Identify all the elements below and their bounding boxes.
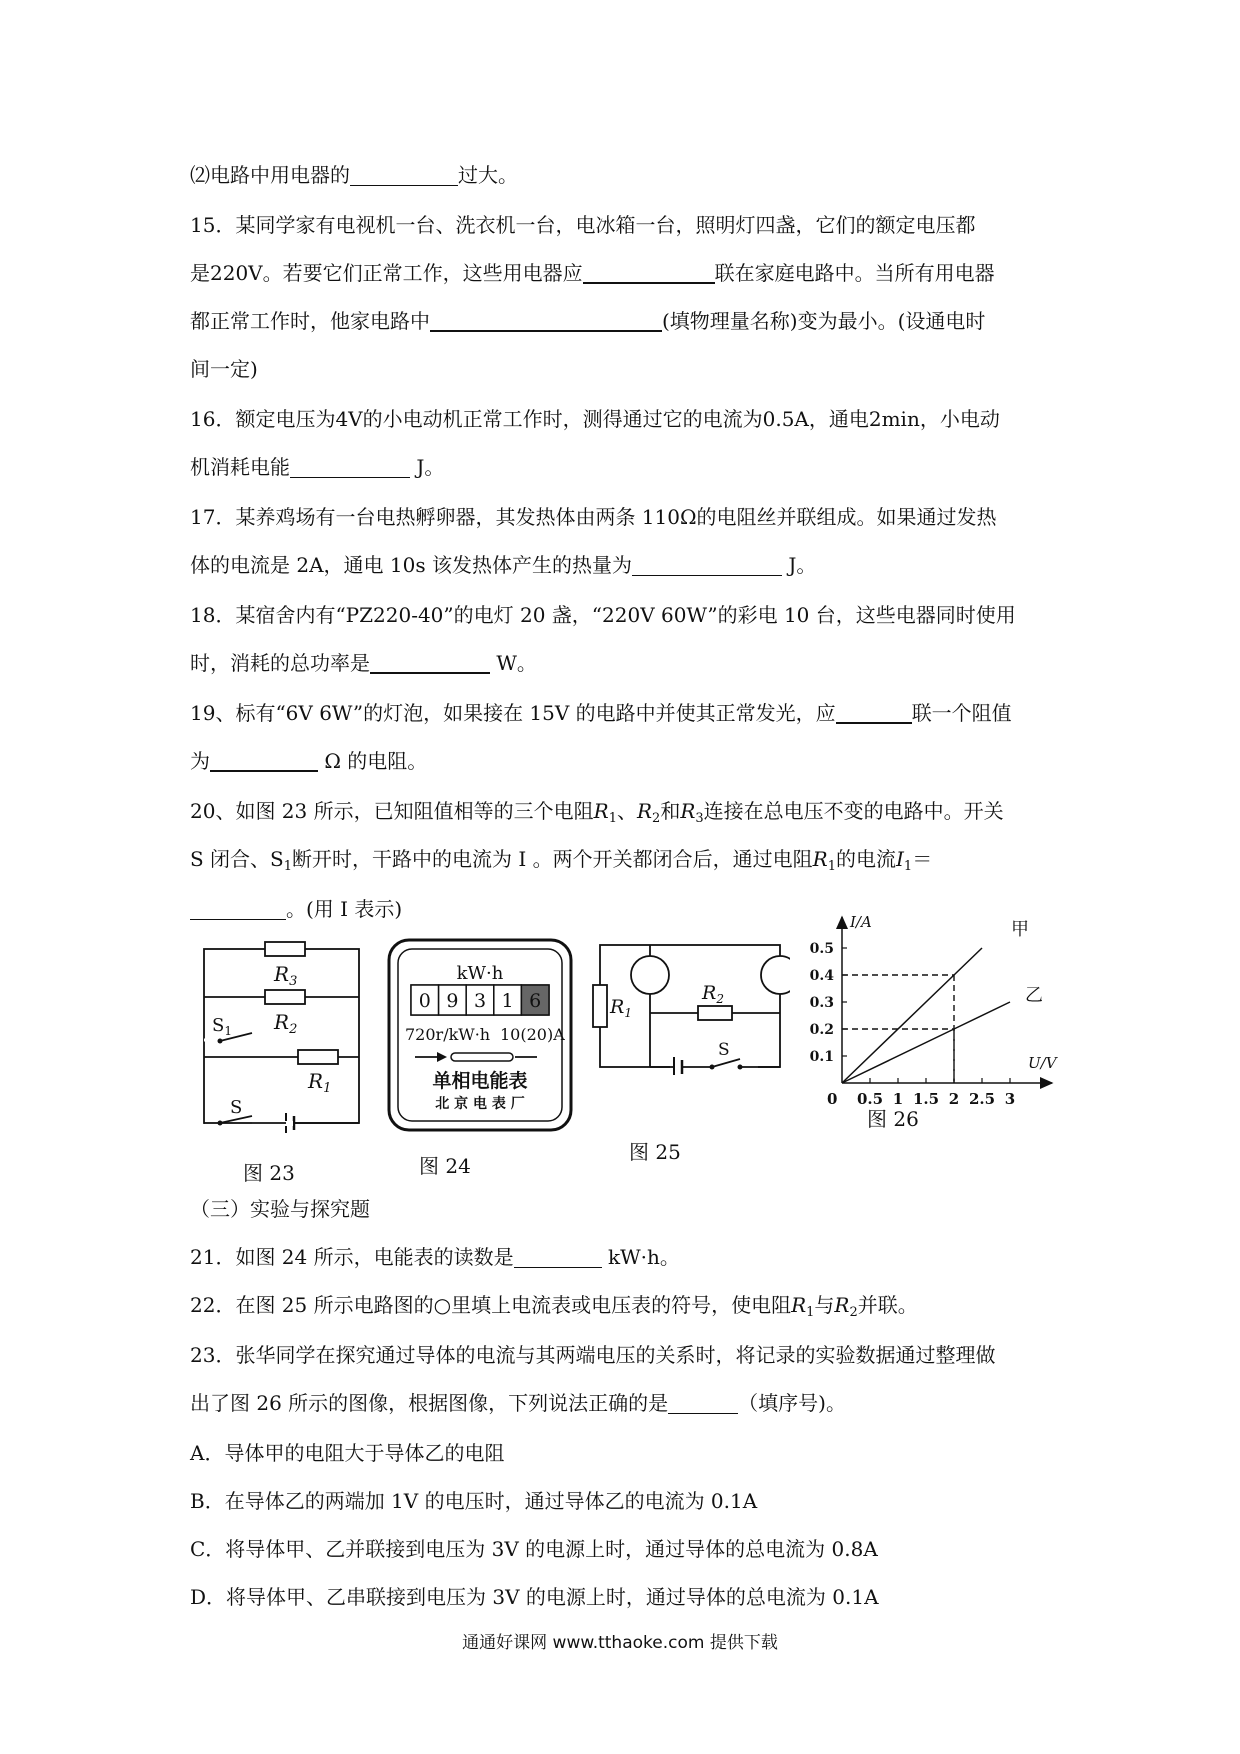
fig26-x-tick-label: 1.5	[912, 1090, 940, 1108]
q19-blank-2[interactable]	[210, 748, 318, 772]
fig23-s1-label: $S_1$	[212, 1015, 232, 1038]
q17-line-2	[190, 550, 816, 580]
fig24-digit: 3	[473, 990, 487, 1012]
q19-text-2: 联一个阻值	[911, 701, 1012, 725]
q23-text: 出了图 26 所示的图像，根据图像，下列说法正确的是	[190, 1391, 669, 1415]
q20-r1b-sub: 1	[827, 859, 837, 874]
fig26-x-tick-label: 2.5	[968, 1090, 996, 1108]
q17-line-1: 17．某养鸡场有一台电热孵卵器，其发热体由两条 110Ω的电阻丝并联组成。如果通过发热	[190, 505, 997, 529]
q22-text: 22．在图 25 所示电路图的○里填上电流表或电压表的符号，使电阻	[190, 1293, 792, 1317]
fig25-s-label: S	[718, 1040, 730, 1060]
q19-blank-1[interactable]	[836, 700, 912, 724]
fig26-xlabel: U/V	[1028, 1054, 1057, 1072]
q20-text: 20、如图 23 所示，已知阻值相等的三个电阻	[190, 799, 594, 823]
figure-26-iu-graph	[800, 905, 1060, 1125]
fig26-series-jia-label: 甲	[1011, 919, 1029, 940]
q20-r1-sub: 1	[608, 811, 617, 826]
q16-line-2	[190, 452, 444, 482]
q18-line-1: 18．某宿舍内有“PZ220-40”的电灯 20 盏，“220V 60W”的彩电 10 台，这些电器同时使用	[190, 603, 1016, 627]
q22-r2-sub: 2	[849, 1305, 858, 1320]
q21-line	[190, 1242, 680, 1272]
q22-and: 与	[814, 1293, 835, 1317]
q20-and: 和	[660, 799, 681, 823]
q20-r3: R	[680, 799, 696, 823]
fig26-series-yi-line	[842, 1002, 1010, 1083]
fig26-x-tick-label: 0.5	[856, 1090, 884, 1108]
fig26-y-tick-label: 0.2	[809, 1022, 834, 1038]
q20-r1: R	[593, 799, 609, 823]
section-3-heading: （三）实验与探究题	[190, 1197, 370, 1221]
q23-text-2: （填序号)。	[738, 1391, 846, 1415]
fig25-meter-circle-left[interactable]	[631, 956, 669, 994]
q23-option-d[interactable]: D．将导体甲、乙串联接到电压为 3V 的电源上时，通过导体的总电流为 0.1A	[190, 1585, 879, 1609]
fig25-meter-circle-right[interactable]	[761, 956, 790, 994]
fig23-r1-label: $R_1$	[308, 1069, 332, 1096]
q20-blank[interactable]	[190, 897, 286, 920]
q20-line-3	[190, 894, 402, 924]
q16-unit: J。	[416, 455, 445, 479]
fig24-current: 10(20)A	[500, 1025, 565, 1044]
q20-r2: R	[636, 799, 653, 823]
fig24-maker: 北 京 电 表 厂	[435, 1096, 525, 1112]
fig26-ylabel: I/A	[850, 913, 872, 931]
q18-unit: W。	[496, 651, 537, 675]
q22-text-2: 并联。	[857, 1293, 918, 1317]
q20-text-6: 。(用 I 表示)	[286, 897, 403, 921]
fig25-r1-label: $R_1$	[610, 996, 632, 1020]
q20-i1-sub: 1	[903, 859, 913, 874]
fig25-r2-label: $R_2$	[702, 982, 724, 1006]
fig24-digit: 9	[446, 990, 459, 1012]
fig24-meter-name: 单相电能表	[432, 1070, 528, 1092]
q23-blank[interactable]	[668, 1391, 738, 1414]
q19-text-3: 为	[190, 749, 210, 773]
fig26-x-tick-label: 1	[892, 1090, 904, 1108]
q22-r2: R	[834, 1293, 850, 1317]
q15-blank-2[interactable]	[430, 308, 662, 332]
fig26-x-tick-label: 3	[1004, 1090, 1016, 1108]
q20-sep: 、	[616, 799, 637, 823]
fig25-caption: 图 25	[629, 1140, 681, 1164]
fig26-x-tick-label: 2	[948, 1090, 960, 1108]
q20-i1: I	[896, 847, 904, 871]
q16-text: 机消耗电能	[190, 455, 290, 479]
q20-r3-sub: 3	[695, 811, 704, 826]
page-footer: 通通好课网 www.tthaoke.com 提供下载	[462, 1633, 778, 1653]
fig24-digit: 1	[501, 990, 514, 1012]
q20-line-1	[190, 796, 1004, 834]
q17-unit: J。	[788, 553, 817, 577]
q15-text: 是220V。若要它们正常工作，这些用电器应	[190, 261, 583, 285]
q23-line-2	[190, 1388, 846, 1418]
q20-line-2	[190, 844, 932, 882]
q21-unit: kW·h。	[607, 1245, 680, 1269]
fig24-digit: 6	[529, 990, 542, 1012]
q20-text-3: S 闭合、S	[190, 847, 284, 871]
fig24-rating: 720r/kW·h	[405, 1025, 491, 1044]
q22-line	[190, 1290, 918, 1328]
fig23-r2-label: $R_2$	[274, 1010, 298, 1037]
q20-s1-sub: 1	[283, 859, 293, 874]
q16-line-1: 16．额定电压为4V的小电动机正常工作时，测得通过它的电流为0.5A，通电2min，小电动	[190, 407, 1000, 431]
q19-line-2	[190, 746, 427, 776]
q15-text-4: (填物理量名称)变为最小。(设通电时	[662, 309, 986, 333]
q20-r2-sub: 2	[652, 811, 661, 826]
q19-unit: Ω 的电阻。	[324, 749, 428, 773]
fig23-r3-label: $R_3$	[274, 962, 298, 989]
fig24-digit: 0	[418, 990, 431, 1012]
q23-option-c[interactable]: C．将导体甲、乙并联接到电压为 3V 的电源上时，通过导体的总电流为 0.8A	[190, 1537, 878, 1561]
fig26-origin: 0	[827, 1090, 838, 1108]
fig26-caption: 图 26	[867, 1107, 919, 1131]
q15-blank-1[interactable]	[583, 260, 715, 284]
q21-text: 21．如图 24 所示，电能表的读数是	[190, 1245, 514, 1269]
q17-text: 体的电流是 2A，通电 10s 该发热体产生的热量为	[190, 553, 632, 577]
q15-text-2: 联在家庭电路中。当所有用电器	[714, 261, 995, 285]
q23-option-a[interactable]: A．导体甲的电阻大于导体乙的电阻	[190, 1441, 505, 1465]
q20-r1b: R	[812, 847, 828, 871]
q15-line-2	[190, 258, 995, 288]
q20-text-2: 连接在总电压不变的电路中。开关	[703, 799, 1004, 823]
q23-option-b[interactable]: B．在导体乙的两端加 1V 的电压时，通过导体乙的电流为 0.1A	[190, 1489, 758, 1513]
fig24-caption: 图 24	[419, 1154, 471, 1178]
q15-line-4: 间一定)	[190, 357, 258, 381]
q14-blank[interactable]	[350, 163, 458, 186]
figure-25-circuit	[590, 935, 790, 1075]
q22-r1-sub: 1	[806, 1305, 815, 1320]
q20-text-4: 断开时，干路中的电流为 I 。两个开关都闭合后，通过电阻	[292, 847, 813, 871]
q15-line-1: 15．某同学家有电视机一台、洗衣机一台，电冰箱一台，照明灯四盏，它们的额定电压都	[190, 213, 976, 237]
fig26-series-yi-label: 乙	[1025, 985, 1043, 1006]
fig23-caption: 图 23	[243, 1161, 295, 1185]
q15-line-3	[190, 306, 985, 336]
q20-eq: ＝	[912, 847, 933, 871]
q16-blank[interactable]	[290, 455, 410, 478]
fig26-y-tick-label: 0.5	[809, 941, 834, 957]
figure-24-energy-meter	[385, 935, 575, 1135]
q18-text: 时，消耗的总功率是	[190, 651, 370, 675]
fig26-y-tick-label: 0.4	[809, 968, 834, 984]
q22-r1: R	[791, 1293, 807, 1317]
q17-blank[interactable]	[632, 553, 782, 576]
q19-text: 19、标有“6V 6W”的灯泡，如果接在 15V 的电路中并使其正常发光，应	[190, 701, 836, 725]
fig24-unit: kW·h	[456, 963, 504, 984]
q14-line	[190, 160, 518, 190]
fig23-s-label: S	[230, 1097, 243, 1118]
q14-text: ⑵电路中用电器的	[190, 163, 350, 187]
figure-23-circuit	[190, 935, 380, 1135]
q18-blank[interactable]	[370, 650, 490, 674]
fig26-y-tick-label: 0.3	[809, 995, 834, 1011]
q23-line-1: 23．张华同学在探究通过导体的电流与其两端电压的关系时，将记录的实验数据通过整理做	[190, 1343, 996, 1367]
fig26-series-jia-line	[842, 948, 982, 1083]
q15-text-3: 都正常工作时，他家电路中	[190, 309, 430, 333]
q14-text-end: 过大。	[458, 163, 518, 187]
q21-blank[interactable]	[514, 1245, 602, 1268]
q20-text-5: 的电流	[836, 847, 897, 871]
fig26-y-tick-label: 0.1	[809, 1049, 834, 1065]
q18-line-2	[190, 648, 537, 678]
q19-line-1	[190, 698, 1012, 728]
